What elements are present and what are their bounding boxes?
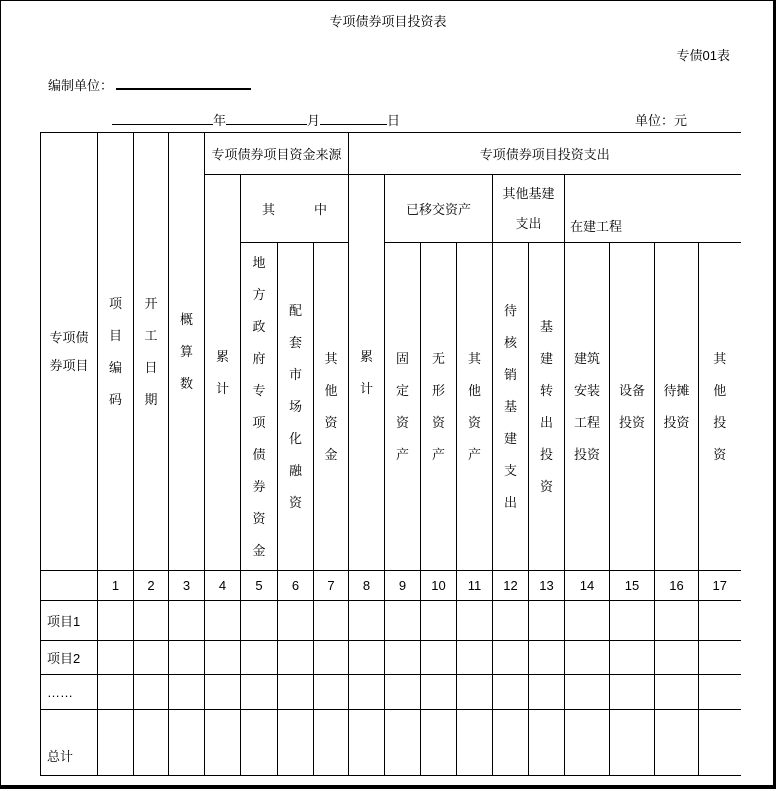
col-header-local-gov-bond-funds: 地方政府专项债券资金 [241, 243, 278, 571]
data-cell[interactable] [169, 601, 205, 641]
data-cell[interactable] [134, 641, 169, 675]
data-cell[interactable] [421, 641, 457, 675]
data-cell[interactable] [385, 710, 421, 776]
column-number: 15 [610, 571, 655, 601]
column-number: 1 [98, 571, 134, 601]
data-cell[interactable] [349, 710, 385, 776]
col-header-construction-install: 建筑安装工程投资 [565, 243, 610, 571]
col-header-market-financing: 配套市场化融资 [278, 243, 314, 571]
column-number: 6 [278, 571, 314, 601]
data-cell[interactable] [655, 710, 699, 776]
data-cell[interactable] [349, 641, 385, 675]
data-cell[interactable] [205, 710, 241, 776]
data-cell[interactable] [314, 710, 349, 776]
col-header-funding-cumulative: 累计 [205, 175, 241, 571]
data-cell[interactable] [421, 710, 457, 776]
unit-label: 单位：元 [635, 113, 688, 128]
group-header-other-infrastructure: 其他基建支出 [493, 175, 565, 243]
col-header-equipment-investment: 设备投资 [610, 243, 655, 571]
column-number: 12 [493, 571, 529, 601]
table-row-total [41, 710, 741, 776]
data-cell[interactable] [565, 710, 610, 776]
data-cell[interactable] [385, 675, 421, 710]
col-header-infra-transfer-out: 基建转出投资 [529, 243, 565, 571]
data-cell[interactable] [493, 675, 529, 710]
column-number: 5 [241, 571, 278, 601]
data-cell[interactable] [529, 675, 565, 710]
column-number: 9 [385, 571, 421, 601]
form-code: 专债01表 [676, 48, 730, 63]
column-number: 8 [349, 571, 385, 601]
column-number: 2 [134, 571, 169, 601]
data-cell[interactable] [421, 601, 457, 641]
col-header-budget: 概算数 [169, 133, 205, 571]
data-cell[interactable] [134, 601, 169, 641]
data-cell[interactable] [421, 675, 457, 710]
data-cell[interactable] [314, 641, 349, 675]
col-header-deferred-investment: 待摊投资 [655, 243, 699, 571]
data-cell[interactable] [205, 601, 241, 641]
row-label-project2: 项目2 [41, 641, 98, 675]
data-cell[interactable] [169, 710, 205, 776]
data-cell[interactable] [385, 601, 421, 641]
data-cell[interactable] [241, 710, 278, 776]
data-cell[interactable] [610, 641, 655, 675]
prepared-by-line [48, 75, 251, 94]
data-cell[interactable] [205, 641, 241, 675]
data-cell[interactable] [457, 710, 493, 776]
column-number: 3 [169, 571, 205, 601]
date-month-label: 月 [307, 113, 321, 128]
data-cell[interactable] [699, 601, 741, 641]
col-header-project: 专项债券项目 [41, 133, 98, 571]
data-cell[interactable] [493, 641, 529, 675]
table-row-project2 [41, 641, 741, 675]
col-header-other-assets: 其他资产 [457, 243, 493, 571]
data-cell[interactable] [529, 641, 565, 675]
table-row-ellipsis [41, 675, 741, 710]
data-cell[interactable] [655, 641, 699, 675]
data-cell[interactable] [457, 601, 493, 641]
data-cell[interactable] [241, 675, 278, 710]
group-header-of-which: 其 中 [241, 175, 349, 243]
col-header-other-funds: 其他资金 [314, 243, 349, 571]
data-cell[interactable] [278, 710, 314, 776]
data-cell[interactable] [610, 710, 655, 776]
data-cell[interactable] [493, 601, 529, 641]
investment-table [40, 132, 741, 776]
data-cell[interactable] [565, 601, 610, 641]
data-cell[interactable] [655, 675, 699, 710]
data-cell[interactable] [98, 601, 134, 641]
data-cell[interactable] [565, 641, 610, 675]
data-cell[interactable] [529, 601, 565, 641]
data-cell[interactable] [241, 601, 278, 641]
page-title: 专项债券项目投资表 [329, 14, 447, 29]
data-cell[interactable] [529, 710, 565, 776]
data-cell[interactable] [314, 675, 349, 710]
data-cell[interactable] [205, 675, 241, 710]
data-cell[interactable] [699, 675, 741, 710]
data-cell[interactable] [699, 641, 741, 675]
column-number: 17 [699, 571, 741, 601]
column-number: 14 [565, 571, 610, 601]
date-line [112, 110, 400, 129]
data-cell[interactable] [98, 710, 134, 776]
col-header-fixed-assets: 固定资产 [385, 243, 421, 571]
data-cell[interactable] [493, 710, 529, 776]
date-year-label: 年 [213, 113, 227, 128]
row-label-ellipsis: …… [41, 675, 98, 710]
col-header-expenditure-cumulative: 累计 [349, 175, 385, 571]
column-number-row [41, 571, 741, 601]
data-cell[interactable] [98, 675, 134, 710]
data-cell[interactable] [241, 641, 278, 675]
prepared-by-label: 编制单位： [48, 78, 114, 93]
table-row-project1 [41, 601, 741, 641]
group-header-transferred-assets: 已移交资产 [385, 175, 493, 243]
data-cell[interactable] [278, 641, 314, 675]
column-number: 10 [421, 571, 457, 601]
group-header-expenditure: 专项债券项目投资支出 [349, 133, 741, 175]
data-cell[interactable] [169, 641, 205, 675]
data-cell[interactable] [278, 675, 314, 710]
data-cell[interactable] [699, 710, 741, 776]
data-cell[interactable] [314, 601, 349, 641]
data-cell[interactable] [655, 601, 699, 641]
date-year-blank[interactable] [112, 112, 213, 125]
data-cell[interactable] [457, 675, 493, 710]
date-month-blank[interactable] [226, 112, 307, 125]
group-header-construction-in-progress: 在建工程 [565, 175, 741, 243]
data-cell[interactable] [457, 641, 493, 675]
col-header-pending-writeoff: 待核销基建支出 [493, 243, 529, 571]
column-number: 13 [529, 571, 565, 601]
data-cell[interactable] [349, 601, 385, 641]
column-number: 16 [655, 571, 699, 601]
column-number: 4 [205, 571, 241, 601]
date-day-label: 日 [387, 113, 401, 128]
data-cell[interactable] [385, 641, 421, 675]
data-cell[interactable] [134, 675, 169, 710]
header-row-groups [41, 133, 741, 175]
row-label-project1: 项目1 [41, 601, 98, 641]
column-number: 11 [457, 571, 493, 601]
data-cell[interactable] [169, 675, 205, 710]
column-number: 7 [314, 571, 349, 601]
col-header-other-investment: 其他投资 [699, 243, 741, 571]
column-number-corner-cell [41, 571, 98, 601]
data-cell[interactable] [278, 601, 314, 641]
data-cell[interactable] [98, 641, 134, 675]
data-cell[interactable] [610, 601, 655, 641]
col-header-project-code: 项目编码 [98, 133, 134, 571]
group-header-funding-source: 专项债券项目资金来源 [205, 133, 349, 175]
date-day-blank[interactable] [320, 112, 387, 125]
data-cell[interactable] [610, 675, 655, 710]
prepared-by-blank[interactable] [116, 77, 251, 90]
col-header-start-date: 开工日期 [134, 133, 169, 571]
col-header-intangible-assets: 无形资产 [421, 243, 457, 571]
data-cell[interactable] [565, 675, 610, 710]
row-label-total: 总计 [41, 710, 98, 776]
data-cell[interactable] [134, 710, 169, 776]
data-cell[interactable] [349, 675, 385, 710]
